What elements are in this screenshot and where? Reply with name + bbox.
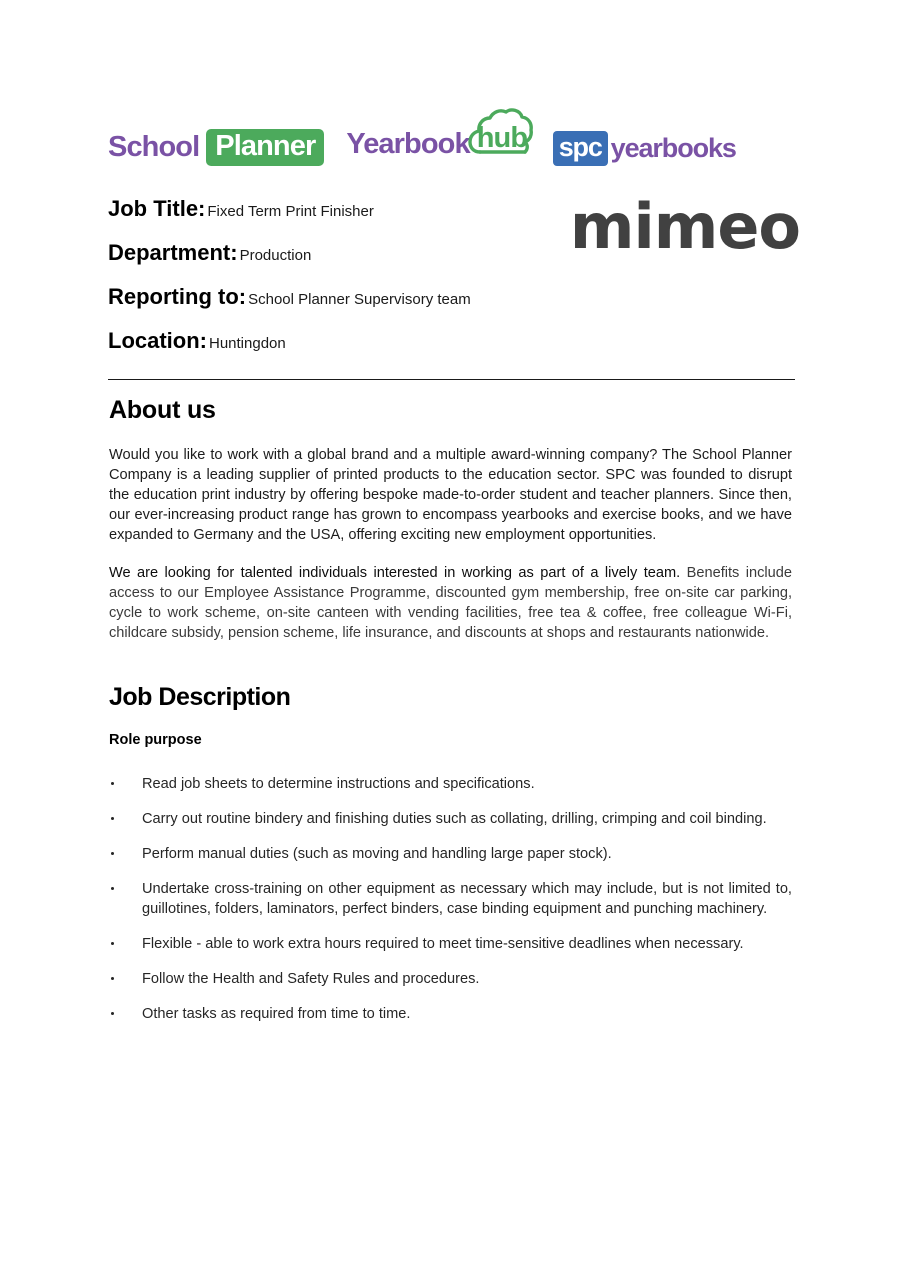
brand-logo-bar [108, 108, 808, 166]
about-paragraph-2 [109, 563, 792, 643]
list-item-text: Perform manual duties (such as moving and handling large paper stock). [142, 846, 612, 862]
list-item [109, 969, 792, 989]
bullet-dot-icon [111, 977, 114, 980]
about-paragraph-2-lead: We are looking for talented individuals interested in working as part of a lively team. [109, 565, 681, 581]
bullet-dot-icon [111, 817, 114, 820]
document-body [109, 396, 792, 1039]
meta-value-reporting-to: School Planner Supervisory team [248, 291, 471, 308]
list-item-text: Read job sheets to determine instructions and specifications. [142, 776, 535, 792]
meta-row-reporting-to [108, 284, 578, 310]
meta-row-location [108, 328, 578, 354]
list-item [109, 1004, 792, 1024]
bullet-dot-icon [111, 852, 114, 855]
school-planner-word-school: School [108, 131, 200, 163]
job-meta-block [108, 196, 578, 372]
yearbook-hub-word-yearbook: Yearbook [346, 127, 470, 160]
meta-row-department [108, 240, 578, 266]
bullet-dot-icon [111, 887, 114, 890]
meta-value-location: Huntingdon [209, 335, 286, 352]
school-planner-word-planner: Planner [215, 130, 316, 162]
meta-label-job-title: Job Title: [108, 196, 206, 221]
bullet-dot-icon [111, 1012, 114, 1015]
about-paragraph-2-rest: Benefits include access to our Employee Assistance Programme, discounted gym membership, free on-site car parking, cycle to work scheme, on-site canteen with vending facilities, free tea & coffee, free colleague Wi-Fi, childcare subsidy, pension scheme, life insurance, and discounts at shops and restaurants nationwide. [109, 565, 792, 641]
list-item [109, 934, 792, 954]
list-item [109, 879, 792, 919]
list-item [109, 844, 792, 864]
meta-label-reporting-to: Reporting to: [108, 284, 247, 309]
spc-blue-box [553, 131, 608, 166]
spc-yearbooks-logo [553, 131, 736, 166]
meta-value-job-title: Fixed Term Print Finisher [207, 203, 374, 220]
list-item-text: Other tasks as required from time to time. [142, 1006, 411, 1022]
yearbook-hub-word-hub: hub [476, 122, 528, 154]
about-paragraph-1: Would you like to work with a global brand and a multiple award-winning company? The School Planner Company is a leading supplier of printed products to the education sector. SPC was founded to disrupt the education print industry by offering bespoke made-to-order student and teacher planners. Since then, our ever-increasing product range has grown to encompass yearbooks and exercise books, and we have expanded to Germany and the USA, offering exciting new employment opportunities. [109, 447, 792, 543]
list-item [109, 774, 792, 794]
section-spacer [109, 661, 792, 683]
role-purpose-subheading: Role purpose [109, 732, 202, 748]
list-item [109, 809, 792, 829]
list-item-text: Undertake cross-training on other equipment as necessary which may include, but is not limited to, guillotines, folders, laminators, perfect binders, case binding equipment and punching machinery. [142, 881, 792, 917]
bullet-dot-icon [111, 942, 114, 945]
list-item-text: Flexible - able to work extra hours required to meet time-sensitive deadlines when necessary. [142, 936, 744, 952]
meta-row-job-title [108, 196, 578, 222]
header-divider [108, 379, 795, 380]
spc-word-yearbooks: yearbooks [610, 133, 736, 163]
meta-value-department: Production [239, 247, 312, 264]
yearbook-hub-logo [346, 108, 532, 166]
spc-word-spc: spc [558, 132, 602, 162]
meta-label-department: Department: [108, 240, 238, 265]
list-item-text: Follow the Health and Safety Rules and procedures. [142, 971, 480, 987]
job-description-heading: Job Description [109, 683, 291, 711]
bullet-dot-icon [111, 782, 114, 785]
meta-label-location: Location: [108, 328, 207, 353]
list-item-text: Carry out routine bindery and finishing duties such as collating, drilling, crimping and coil binding. [142, 811, 767, 827]
mimeo-logo: mimeo [569, 190, 800, 263]
school-planner-green-box [206, 129, 324, 166]
school-planner-logo [108, 129, 324, 166]
yearbook-hub-cloud-group [471, 122, 533, 166]
role-purpose-list [109, 774, 792, 1024]
about-us-heading: About us [109, 396, 216, 424]
